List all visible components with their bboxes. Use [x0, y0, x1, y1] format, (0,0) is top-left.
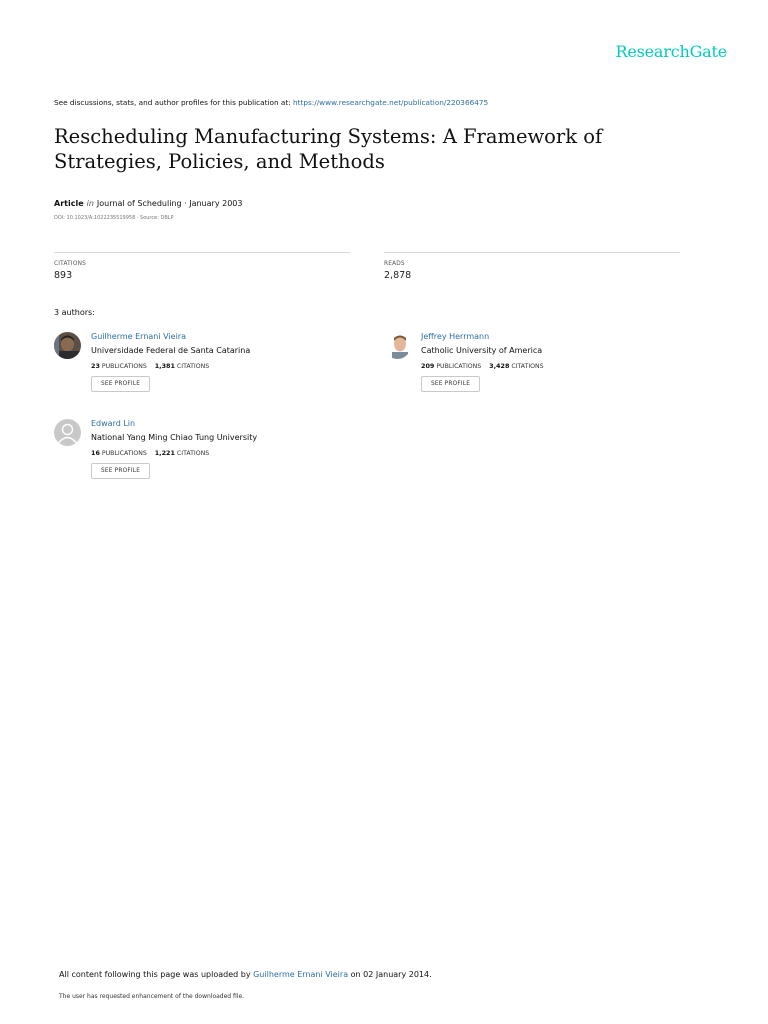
author-name-link[interactable]: Guilherme Ernani Vieira — [91, 332, 186, 341]
author-stats — [421, 362, 681, 370]
author-citations-count: 3,428 — [489, 362, 510, 370]
author-name-link[interactable]: Edward Lin — [91, 419, 136, 428]
citations-label: CITATIONS — [54, 261, 86, 267]
avatar[interactable] — [54, 419, 81, 446]
publications-label: PUBLICATIONS — [436, 363, 482, 370]
publications-label: PUBLICATIONS — [101, 450, 147, 457]
publication-link-line — [54, 98, 488, 107]
publications-label: PUBLICATIONS — [101, 363, 147, 370]
see-profile-button[interactable]: SEE PROFILE — [421, 376, 480, 392]
see-profile-button[interactable]: SEE PROFILE — [91, 376, 150, 392]
avatar[interactable] — [54, 332, 81, 359]
author-stats — [91, 362, 351, 370]
author-citations-label: CITATIONS — [511, 363, 544, 370]
authors-heading: 3 authors: — [54, 308, 95, 317]
author-citations-label: CITATIONS — [176, 363, 210, 370]
publication-title: Rescheduling Manufacturing Systems: A Framework of Strategies, Policies, and Methods — [54, 125, 603, 173]
publication-type: Article — [54, 199, 84, 208]
author-photo-icon — [54, 332, 81, 359]
citations-stat — [54, 252, 350, 281]
author-institution: National Yang Ming Chiao Tung University — [91, 433, 258, 442]
author-institution: Universidade Federal de Santa Catarina — [91, 346, 251, 355]
avatar[interactable] — [384, 332, 411, 359]
publication-meta — [54, 199, 242, 208]
see-discussions-text: See discussions, stats, and author profiles for this publication at: — [54, 98, 294, 107]
in-word: in — [86, 199, 94, 208]
author-photo-icon — [384, 332, 411, 359]
upload-suffix: on 02 January 2014. — [348, 970, 432, 979]
author-name-link[interactable]: Jeffrey Herrmann — [421, 332, 490, 341]
doi-source: DOI: 10.1023/A:1022235519958 · Source: DBLP — [54, 215, 174, 221]
default-user-icon — [54, 419, 81, 446]
author-citations-count: 1,381 — [154, 362, 175, 370]
author-institution: Catholic University of America — [421, 346, 543, 355]
uploader-link[interactable]: Guilherme Ernani Vieira — [253, 970, 349, 979]
publications-count: 16 — [91, 449, 100, 457]
see-profile-button[interactable]: SEE PROFILE — [91, 463, 150, 479]
upload-notice — [59, 970, 432, 979]
publication-url-link[interactable]: https://www.researchgate.net/publication/220366475 — [293, 98, 489, 107]
author-stats — [91, 449, 351, 457]
reads-value: 2,878 — [384, 270, 412, 281]
upload-prefix: All content following this page was uploaded by — [59, 970, 254, 979]
citations-value: 893 — [54, 270, 73, 281]
reads-stat — [384, 252, 680, 281]
publications-count: 209 — [421, 362, 435, 370]
author-citations-count: 1,221 — [154, 449, 175, 457]
author-citations-label: CITATIONS — [176, 450, 210, 457]
publications-count: 23 — [91, 362, 100, 370]
enhancement-note: The user has requested enhancement of the downloaded file. — [59, 993, 245, 1000]
researchgate-logo[interactable]: ResearchGate — [615, 42, 727, 61]
journal-date: Journal of Scheduling · January 2003 — [96, 199, 243, 208]
reads-label: READS — [384, 261, 405, 267]
